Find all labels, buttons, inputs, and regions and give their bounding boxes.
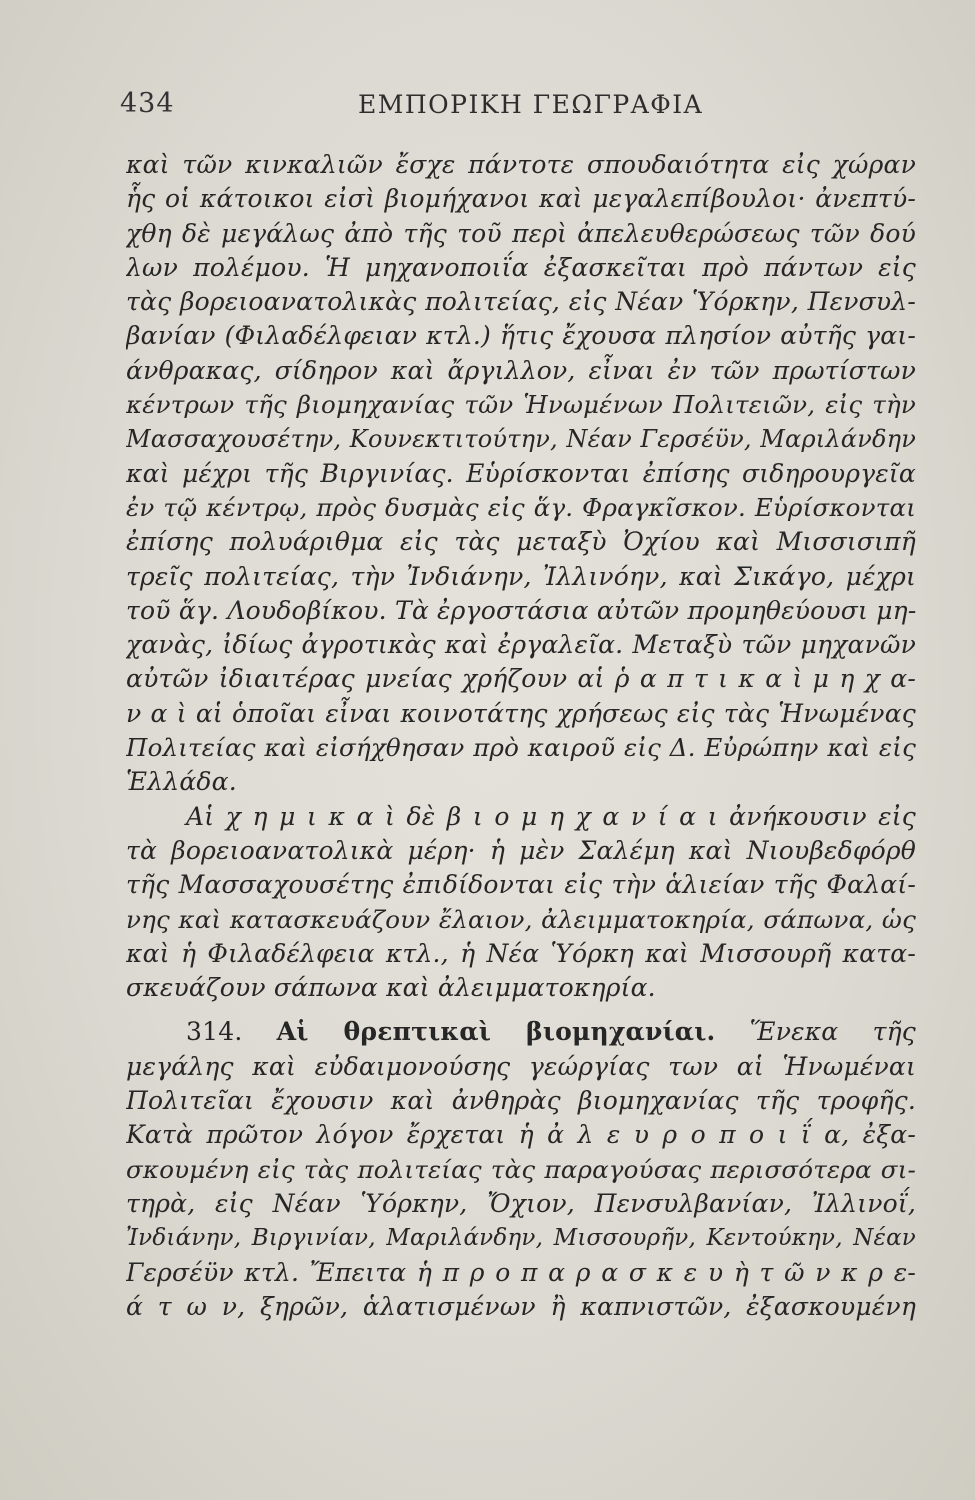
page-header — [120, 88, 820, 128]
text-line: χθη δὲ μεγάλως ἀπὸ τῆς τοῦ περὶ ἀπελευθερώσεως τῶν δού — [126, 218, 916, 248]
text-line: Αἱ χ η μ ι κ α ὶ δὲ β ι ο μ η χ α ν ί α ι ἀνήκουσιν εἰς — [186, 801, 916, 831]
text-line: σκευάζουν σάπωνα καὶ ἀλειμματοκηρία. — [126, 973, 656, 1003]
text-line: μεγάλης καὶ εὐδαιμονούσης γεώργίας των αἱ Ἡνωμέναι — [126, 1051, 916, 1081]
text-line: τοῦ ἅγ. Λουδοβίκου. Τὰ ἐργοστάσια αὐτῶν προμηθεύουσι μη- — [126, 595, 916, 625]
section-number: 314. — [186, 1017, 243, 1047]
body-text — [126, 148, 916, 1324]
text-line: ἧς οἱ κάτοικοι εἰσὶ βιομήχανοι καὶ μεγαλεπίβουλοι· ἀνεπτύ- — [126, 184, 916, 214]
text-line: τῆς Μασσαχουσέτης ἐπιδίδονται εἰς τὴν ἁλιείαν τῆς Φαλαί- — [126, 870, 916, 900]
text-line: τρεῖς πολιτείας, τὴν Ἰνδιάνην, Ἰλλινόην, καὶ Σικάγο, μέχρι — [126, 561, 916, 591]
paragraph — [126, 148, 916, 800]
text-line: Ἑλλάδα. — [126, 767, 237, 797]
text-line: χανὰς, ἰδίως ἀγροτικὰς καὶ ἐργαλεῖα. Μεταξὺ τῶν μηχανῶν — [126, 630, 916, 660]
text-line: ἐπίσης πολυάριθμα εἰς τὰς μεταξὺ Ὀχίου καὶ Μισσισιπῆ — [126, 527, 916, 557]
text-line: Γερσέϋν κτλ. Ἔπειτα ἡ π ρ ο π α ρ α σ κ ε υ ὴ τ ῶ ν κ ρ ε- — [126, 1257, 916, 1287]
text-line: βανίαν (Φιλαδέλφειαν κτλ.) ἥτις ἔχουσα πλησίον αὐτῆς γαι- — [126, 321, 916, 351]
text-line: ν α ὶ αἱ ὁποῖαι εἶναι κοινοτάτης χρήσεως εἰς τὰς Ἡνωμένας — [126, 698, 916, 728]
text-line: άνθρακας, σίδηρον καὶ ἄργιλλον, εἶναι ἐν τῶν πρωτίστων — [126, 355, 916, 385]
text-line: Κατὰ πρῶτον λόγον ἔρχεται ἡ ἀ λ ε υ ρ ο π ο ι ΐ α, ἐξα- — [126, 1120, 916, 1150]
text-line: τηρὰ, εἰς Νέαν Ὑόρκην, Ὄχιον, Πενσυλβανίαν, Ἰλλινοΐ, — [126, 1188, 916, 1218]
section-gap — [126, 1005, 916, 1015]
text-line: Μασσαχουσέτην, Κουνεκτιτούτην, Νέαν Γερσέϋν, Μαριλάνδην — [126, 425, 916, 454]
text-line: τὰς βορειοανατολικὰς πολιτείας, εἰς Νέαν Ὑόρκην, Πενσυλ- — [126, 287, 916, 317]
text-line: λων πολέμου. Ἡ μηχανοποιΐα ἐξασκεῖται πρὸ πάντων εἰς — [126, 252, 916, 282]
page-number: 434 — [120, 88, 175, 119]
section-heading-line — [126, 1015, 916, 1049]
text-line: καὶ τῶν κινκαλιῶν ἔσχε πάντοτε σπουδαιότητα εἰς χώραν — [126, 150, 916, 179]
text-line: νης καὶ κατασκευάζουν ἔλαιον, ἀλειμματοκηρία, σάπωνα, ὡς — [126, 904, 916, 934]
section-314 — [126, 1015, 916, 1324]
section-first-line-text: Ἕνεκα τῆς — [749, 1017, 916, 1047]
running-title: ΕΜΠΟΡΙΚΗ ΓΕΩΓΡΑΦΙΑ — [358, 90, 704, 119]
text-line: καὶ ἡ Φιλαδέλφεια κτλ., ἡ Νέα Ὑόρκη καὶ Μισσουρῆ κατα- — [126, 938, 916, 968]
text-line: τὰ βορειοανατολικὰ μέρη· ἡ μὲν Σαλέμη καὶ Νιουβεδφόρθ — [126, 835, 916, 865]
section-heading: Αἱ θρεπτικαὶ βιομηχανίαι. — [276, 1017, 716, 1047]
text-line: καὶ μέχρι τῆς Βιργινίας. Εὑρίσκονται ἐπίσης σιδηρουργεῖα — [126, 458, 916, 488]
text-line: ἐν τῷ κέντρῳ, πρὸς δυσμὰς εἰς ἅγ. Φραγκῖσκον. Εὑρίσκονται — [126, 492, 916, 522]
text-line: Πολιτεῖαι ἔχουσιν καὶ ἀνθηρὰς βιομηχανίας τῆς τροφῆς. — [126, 1086, 916, 1116]
text-line: αὐτῶν ἰδιαιτέρας μνείας χρήζουν αἱ ῥ α π τ ι κ α ὶ μ η χ α- — [126, 664, 916, 694]
text-line: σκουμένη εἰς τὰς πολιτείας τὰς παραγούσας περισσότερα σι- — [126, 1154, 916, 1184]
text-line: Ἰνδιάνην, Βιργινίαν, Μαριλάνδην, Μισσουρῆν, Κεντούκην, Νέαν — [126, 1225, 916, 1252]
text-line: κέντρων τῆς βιομηχανίας τῶν Ἡνωμένων Πολιτειῶν, εἰς τὴν — [126, 390, 916, 420]
paragraph — [126, 800, 916, 1006]
text-line: Πολιτείας καὶ εἰσήχθησαν πρὸ καιροῦ εἰς Δ. Εὐρώπην καὶ εἰς — [126, 733, 916, 763]
text-line: ά τ ω ν, ξηρῶν, ἁλατισμένων ἢ καπνιστῶν, ἐξασκουμένη — [126, 1291, 916, 1321]
